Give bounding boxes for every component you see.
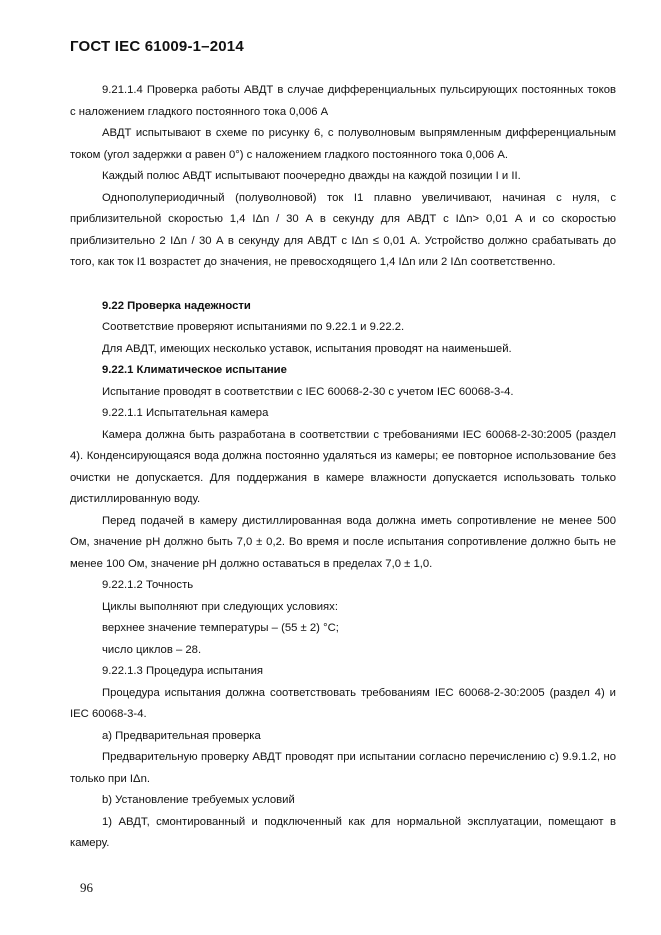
clause-heading: 9.22.1.1 Испытательная камера [102,407,269,419]
section-heading: 9.22 Проверка надежности [102,299,251,312]
paragraph: Циклы выполняют при следующих условиях: [102,600,338,613]
clause-heading: 9.22.1.2 Точность [102,579,194,591]
clause-heading: 9.22.1.3 Процедура испытания [102,665,264,677]
paragraph: АВДТ испытывают в схеме по рисунку 6, с полуволновым выпрямленным дифференциальным током (угол задержки α равен 0°) с наложением гладкого постоянного тока 0,006 А. [70,127,616,161]
spacer [70,274,616,296]
paragraph: 1) АВДТ, смонтированный и подключенный как для нормальной эксплуатации, помещают в камеру. [70,815,616,849]
subsection-heading: 9.22.1 Климатическое испытание [102,364,287,376]
paragraph: Для АВДТ, имеющих несколько уставок, испытания проводят на наименьшей. [102,342,512,355]
paragraph: Предварительную проверку АВДТ проводят при испытании согласно перечислению с) 9.9.1.2, но только при IΔn. [70,751,616,785]
paragraph: 9.21.1.4 Проверка работы АВДТ в случае дифференциальных пульсирующих постоянных токов с наложением гладкого постоянного тока 0,006 А [70,84,616,118]
paragraph: Перед подачей в камеру дистиллированная вода должна иметь сопротивление не менее 500 Ом, значение pH должно быть 7,0 ± 0,2. Во время и после испытания сопротивление должно быть не менее 100 Ом, значение pH должно оставаться в пределах 7,0 ± 1,0. [70,514,616,570]
paragraph: Однополупериодичный (полуволновой) ток I1 плавно увеличивают, начиная с нуля, с приблизительной скоростью 1,4 IΔn / 30 А в секунду для АВДТ с IΔn> 0,01 А и со скоростью приблизительно 2 IΔn / 30 А в секунду для АВДТ с IΔn ≤ 0,01 А. Устройство должно срабатывать до того, как ток I1 возрастет до значения, не превосходящего 1,4 IΔn или 2 IΔn соответственно. [70,191,616,268]
paragraph: Каждый полюс АВДТ испытывают поочередно дважды на каждой позиции I и II. [102,170,521,182]
list-item: число циклов – 28. [102,643,202,656]
paragraph: Процедура испытания должна соответствовать требованиям IEC 60068-2-30:2005 (раздел 4) и IEC 60068-3-4. [70,686,616,720]
list-item: а) Предварительная проверка [102,729,261,742]
paragraph: Камера должна быть разработана в соответствии с требованиями IEC 60068-2-30:2005 (раздел 4). Конденсирующаяся вода должна постоянно удаляться из камеры; ее повторное использование без очистки не допускается. Для поддержания в камере влажности допускается использовать только дистиллированную воду. [70,428,616,505]
page-header: ГОСТ IEC 61009-1–2014 [70,38,244,55]
list-item: b) Установление требуемых условий [102,794,295,806]
paragraph: Испытание проводят в соответствии с IEC 60068-2-30 с учетом IEC 60068-3-4. [102,385,514,398]
document-body [70,80,616,855]
list-item: верхнее значение температуры – (55 ± 2) °C; [102,622,339,634]
paragraph: Соответствие проверяют испытаниями по 9.22.1 и 9.22.2. [102,321,405,333]
page-number: 96 [80,880,93,895]
